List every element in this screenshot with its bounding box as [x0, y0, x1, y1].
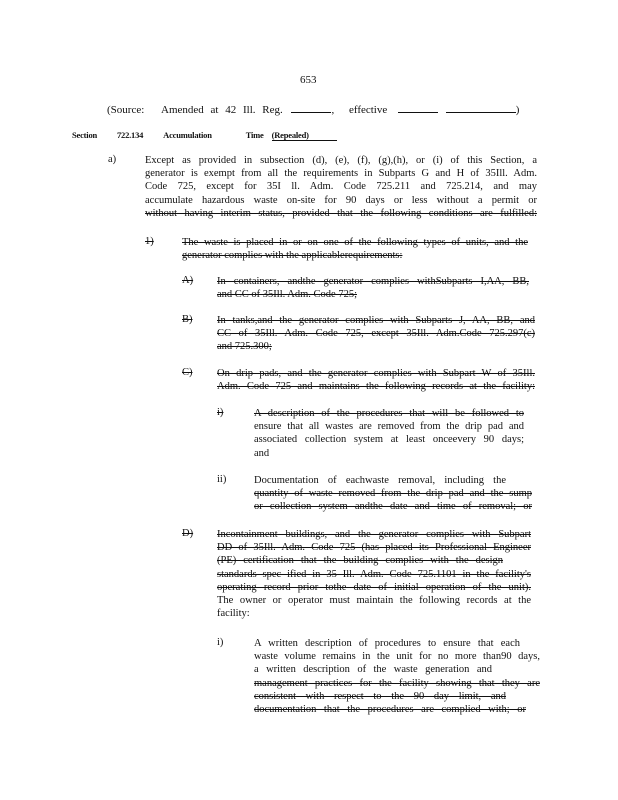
label-C-ii: ii)	[217, 474, 227, 485]
text-line: Except as provided in subsection (d), (e), (f), (g),(h), or (i) of this Section, a	[145, 155, 537, 166]
text-line-struck: Incontainment buildings, and the generator complies with Subpart	[217, 529, 531, 540]
paragraph-B	[217, 314, 535, 354]
text-line-struck: (PE) certification that the building complies with the design	[217, 555, 503, 567]
text-line-struck: documentation that the procedures are complied with; or	[254, 704, 526, 716]
label-D: D)	[182, 528, 194, 539]
label-D-i: i)	[217, 637, 224, 648]
text-line: generator is exempt from all the requirements in Subparts G and H of 35Ill. Adm.	[145, 168, 537, 180]
text-line-struck: In containers, andthe generator complies withSubparts I,AA, BB,	[217, 276, 529, 287]
section-number: 722.134	[116, 130, 144, 140]
effective-blank-1	[398, 102, 438, 113]
text-line-struck: and 725.300;	[217, 341, 272, 353]
text-line: and	[254, 447, 270, 459]
text-line: associated collection system at least onceevery 90 days;	[254, 434, 524, 446]
paragraph-C-i	[254, 407, 524, 460]
text-line-struck: The waste is placed in or on one of the following types of units, and the	[182, 237, 528, 248]
source-amended-text: Amended at 42 Ill. Reg.	[161, 104, 283, 116]
text-line-struck: A description of the procedures that will be followed to	[254, 408, 524, 419]
text-line-struck: and CC of 35Ill. Adm. Code 725;	[217, 289, 357, 301]
text-line-struck: On drip pads, and the generator complies with Subpart W of 35Ill.	[217, 368, 535, 379]
effective-blank-2	[446, 102, 516, 113]
register-blank	[291, 102, 331, 113]
section-title-time: Time	[245, 130, 264, 140]
label-C: C)	[182, 367, 193, 378]
page-number: 653	[300, 74, 317, 86]
paragraph-1	[182, 236, 528, 262]
text-line: accumulate hazardous waste on-site for 90 days or less without a permit or	[145, 194, 537, 206]
paragraph-D-i	[254, 637, 540, 716]
paragraph-C	[217, 367, 535, 393]
section-title-accumulation: Accumulation	[163, 130, 212, 140]
source-close: )	[515, 104, 520, 116]
section-word: Section	[72, 130, 98, 140]
source-label: (Source:	[107, 104, 145, 116]
text-line-struck: Adm. Code 725 and maintains the following records at the facility:	[217, 381, 535, 393]
text-line-struck: or collection system andthe date and time of removal; or	[254, 501, 532, 513]
text-line: The owner or operator must maintain the following records at the	[217, 595, 531, 607]
label-a: a)	[108, 154, 117, 165]
text-line: Documentation of eachwaste removal, including the	[254, 475, 506, 486]
section-repealed: (Repealed)	[272, 130, 337, 141]
text-line-struck: operating record prior tothe date of initial operation of the unit).	[217, 581, 531, 593]
text-line: Code 725, except for 35I ll. Adm. Code 725.211 and 725.214, and may	[145, 181, 537, 193]
text-line: ensure that all wastes are removed from the drip pad and	[254, 421, 524, 433]
text-line-struck: DD of 35Ill. Adm. Code 725 (has placed its Professional Engineer	[217, 542, 531, 554]
text-line-struck: without having interim status, provided that the following conditions are fulfilled:	[145, 207, 537, 219]
paragraph-C-ii	[254, 474, 532, 514]
text-line: A written description of procedures to ensure that each	[254, 638, 520, 649]
text-line-struck: CC of 35Ill. Adm. Code 725, except 35Ill. Adm.Code 725.297(c)	[217, 328, 535, 340]
paragraph-a	[145, 154, 537, 220]
section-heading	[72, 130, 337, 140]
label-C-i: i)	[217, 407, 224, 418]
label-1: 1)	[145, 236, 154, 247]
text-line: waste volume remains in the unit for no more than90 days,	[254, 651, 540, 663]
paragraph-A	[217, 275, 529, 301]
label-B: B)	[182, 314, 193, 325]
text-line: facility:	[217, 608, 250, 620]
text-line-struck: standards spec ified in 35 Ill. Adm. Code 725.1101 in the facility's	[217, 568, 531, 580]
source-comma: ,	[331, 104, 335, 116]
source-note	[107, 102, 519, 116]
label-A: A)	[182, 275, 194, 286]
paragraph-D	[217, 528, 531, 620]
text-line-struck: generator complies with the applicablerequirements:	[182, 250, 403, 262]
text-line-struck: quantity of waste removed from the drip pad and the sump	[254, 488, 532, 500]
source-effective: effective	[348, 104, 388, 116]
text-line-struck: consistent with respect to the 90 day limit, and	[254, 690, 506, 702]
text-line-struck: management practices for the facility showing that they are	[254, 677, 540, 689]
text-line-struck: In tanks,and the generator complies with Subparts J, AA, BB, and	[217, 315, 535, 326]
text-line: a written description of the waste generation and	[254, 664, 492, 676]
